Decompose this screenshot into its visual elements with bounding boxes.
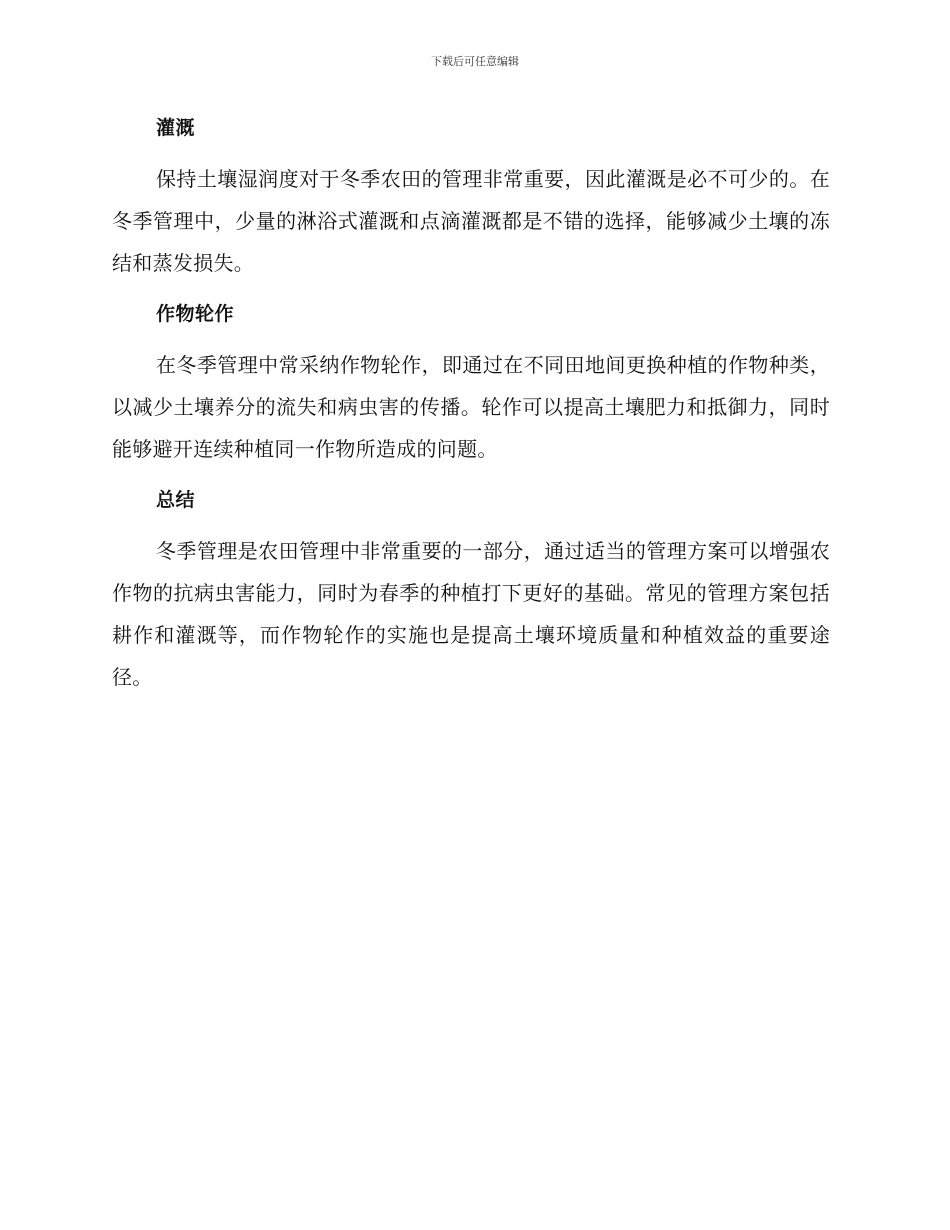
section-crop-rotation — [112, 294, 830, 470]
section-summary — [112, 480, 830, 698]
section-heading: 总结 — [156, 489, 196, 511]
document-body — [112, 108, 830, 708]
section-paragraph: 冬季管理是农田管理中非常重要的一部分，通过适当的管理方案可以增强农作物的抗病虫害能力，同时为春季的种植打下更好的基础。常见的管理方案包括耕作和灌溉等，而作物轮作的实施也是提高土壤环境质量和种植效益的重要途径。 — [112, 539, 830, 689]
section-paragraph: 在冬季管理中常采纳作物轮作，即通过在不同田地间更换种植的作物种类，以减少土壤养分的流失和病虫害的传播。轮作可以提高土壤肥力和抵御力，同时能够避开连续种植同一作物所造成的问题。 — [112, 353, 830, 461]
section-paragraph: 保持土壤湿润度对于冬季农田的管理非常重要，因此灌溉是必不可少的。在冬季管理中，少量的淋浴式灌溉和点滴灌溉都是不错的选择，能够减少土壤的冻结和蒸发损失。 — [112, 167, 830, 275]
section-heading: 作物轮作 — [156, 303, 235, 325]
page-header: 下载后可任意编辑 — [431, 55, 519, 68]
section-heading: 灌溉 — [156, 117, 196, 139]
section-irrigation — [112, 108, 830, 284]
